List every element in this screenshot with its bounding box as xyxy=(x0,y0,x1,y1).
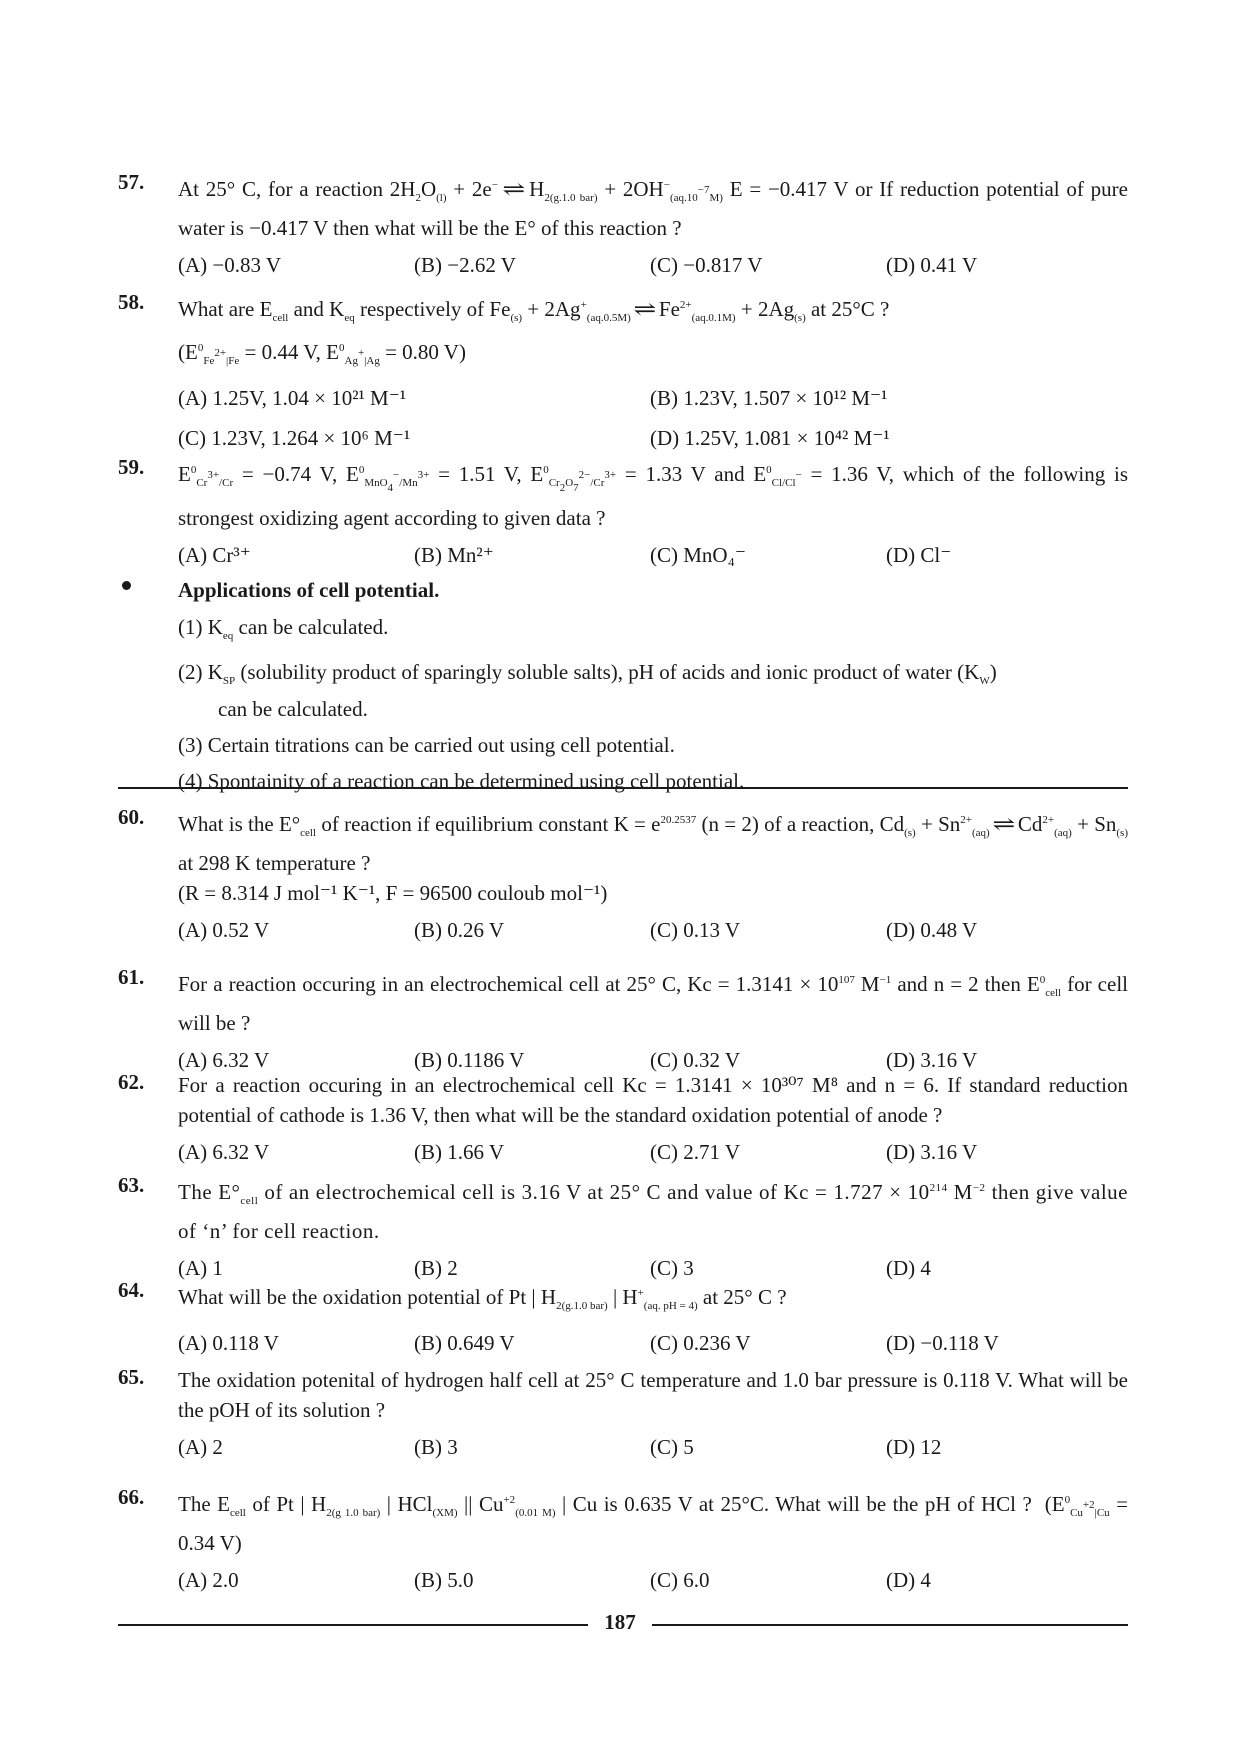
applications-section xyxy=(118,575,1128,795)
question-stem: At 25° C, for a reaction $2H_2O_{(l)} + 2e^-$ ⇌ $H_{2(g.1.0 bar)} + 2OH^-_{(aq.10^{-7}M)}$ E = −0.417 V or If reduction potential of pure water is −0.417 V then what will be the E° of this reaction ? xyxy=(178,177,1128,240)
option-c[interactable]: (C) 5 xyxy=(650,1435,694,1459)
option-a[interactable]: (A) 2.0 xyxy=(178,1568,239,1592)
question-63 xyxy=(118,1173,1128,1286)
question-stem: What will be the oxidation potential of Pt | $H_{2(g.1.0 bar)}$ | $H^+_{(aq. pH = 4)}$ at 25° C ? xyxy=(178,1285,787,1312)
option-c[interactable]: (C) 0.32 V xyxy=(650,1048,741,1072)
footer-rule-left xyxy=(118,1624,588,1626)
option-d[interactable]: (D) Cl⁻ xyxy=(886,543,952,567)
option-a[interactable]: (A) Cr³⁺ xyxy=(178,543,251,567)
options xyxy=(178,1568,1128,1598)
question-61 xyxy=(118,965,1128,1078)
option-b[interactable]: (B) 2 xyxy=(414,1256,458,1280)
option-b[interactable]: (B) 0.649 V xyxy=(414,1331,515,1355)
option-d[interactable]: (D) 0.48 V xyxy=(886,918,978,942)
option-a[interactable]: (A) 6.32 V xyxy=(178,1048,270,1072)
question-stem: What is the $E^\circ_{cell}$ of reaction if equilibrium constant $K = e^{20.2537}$ (n = 2) of a reaction, $Cd_{(s)} + Sn^{2+}_{(aq)}$ ⇌ $Cd^{2+}_{(aq)} + Sn_{(s)}$ at 298 K temperature ? (R = 8.314 J mol⁻¹ K⁻¹, F = 96500 couloub mol⁻¹) xyxy=(178,812,1128,905)
option-d[interactable]: (D) 1.25V, 1.081 × 10⁴² M⁻¹ xyxy=(650,426,890,450)
options-row-2 xyxy=(178,426,1128,456)
question-number: 57. xyxy=(118,170,145,194)
options xyxy=(178,1140,1128,1170)
question-stem: What are $E_{cell}$ and $K_{eq}$ respectively of $Fe_{(s)} + 2Ag^+_{(aq.0.5M)}$ ⇌ $Fe^{2+}_{(aq.0.1M)} + 2Ag_{(s)}$ at 25°C ? ($E^0_{Fe^{2+}|Fe} = 0.44$ V, $E^0_{Ag^+|Ag} = 0.80$ V) xyxy=(178,297,890,367)
question-number: 63. xyxy=(118,1173,145,1197)
option-c[interactable]: (C) 2.71 V xyxy=(650,1140,741,1164)
option-a[interactable]: (A) −0.83 V xyxy=(178,253,282,277)
option-d[interactable]: (D) 4 xyxy=(886,1568,931,1592)
question-64 xyxy=(118,1278,1128,1361)
application-item-2: (2) $K_{SP}$ (solubility product of sparingly soluble salts), pH of acids and ionic product of water $(K_W)$ can be calculated. xyxy=(178,660,997,721)
question-number: 66. xyxy=(118,1485,145,1509)
question-number: 61. xyxy=(118,965,145,989)
option-b[interactable]: (B) 0.1186 V xyxy=(414,1048,525,1072)
question-number: 58. xyxy=(118,290,145,314)
question-stem: The oxidation potenital of hydrogen half cell at 25° C temperature and 1.0 bar pressure is 0.118 V. What will be the pOH of its solution ? xyxy=(178,1368,1128,1422)
options-row-1 xyxy=(178,386,1128,416)
option-c[interactable]: (C) 0.236 V xyxy=(650,1331,751,1355)
question-number: 59. xyxy=(118,455,145,479)
option-d[interactable]: (D) 3.16 V xyxy=(886,1048,978,1072)
question-65 xyxy=(118,1365,1128,1465)
option-d[interactable]: (D) −0.118 V xyxy=(886,1331,999,1355)
question-stem: The $E^\circ_{cell}$ of an electrochemical cell is 3.16 V at 25° C and value of $Kc = 1.727 \times 10^{214}$ $M^{-2}$ then give value of ‘n’ for cell reaction. xyxy=(178,1180,1128,1243)
options xyxy=(178,1435,1128,1465)
option-c[interactable]: (C) 6.0 xyxy=(650,1568,710,1592)
option-c[interactable]: (C) 1.23V, 1.264 × 10⁶ M⁻¹ xyxy=(178,426,411,450)
option-c[interactable]: (C) −0.817 V xyxy=(650,253,763,277)
option-b[interactable]: (B) 1.23V, 1.507 × 10¹² M⁻¹ xyxy=(650,386,888,410)
option-c[interactable]: (C) MnO₄⁻ xyxy=(650,543,746,567)
application-item-4: (4) Spontainity of a reaction can be determined using cell potential. xyxy=(178,769,745,793)
question-59 xyxy=(118,455,1128,573)
option-b[interactable]: (B) −2.62 V xyxy=(414,253,516,277)
option-c[interactable]: (C) 3 xyxy=(650,1256,694,1280)
question-60 xyxy=(118,805,1128,948)
option-b[interactable]: (B) Mn²⁺ xyxy=(414,543,494,567)
options xyxy=(178,918,1128,948)
application-item-1: (1) $K_{eq}$ can be calculated. xyxy=(178,615,389,642)
question-66 xyxy=(118,1485,1128,1598)
application-item-3: (3) Certain titrations can be carried out using cell potential. xyxy=(178,733,675,757)
applications-title: Applications of cell potential. xyxy=(178,578,440,602)
constants-line: (R = 8.314 J mol⁻¹ K⁻¹, F = 96500 couloub mol⁻¹) xyxy=(178,881,608,905)
question-number: 65. xyxy=(118,1365,145,1389)
option-a[interactable]: (A) 1.25V, 1.04 × 10²¹ M⁻¹ xyxy=(178,386,407,410)
question-stem-line2: following is strongest oxidizing agent according to given data ? xyxy=(178,462,1129,530)
option-b[interactable]: (B) 3 xyxy=(414,1435,458,1459)
option-a[interactable]: (A) 2 xyxy=(178,1435,223,1459)
options xyxy=(178,543,1128,573)
option-d[interactable]: (D) 3.16 V xyxy=(886,1140,978,1164)
question-number: 60. xyxy=(118,805,145,829)
page-number: 187 xyxy=(604,1610,636,1634)
option-b[interactable]: (B) 1.66 V xyxy=(414,1140,505,1164)
option-a[interactable]: (A) 0.118 V xyxy=(178,1331,279,1355)
question-57 xyxy=(118,170,1128,283)
option-d[interactable]: (D) 4 xyxy=(886,1256,931,1280)
question-stem: $E^0_{Cr^{3+}/Cr} = -0.74$ V, $E^0_{MnO_4^-/Mn^{3+}} = 1.51$ V, $E^0_{Cr_2O_7^{2-}/Cr^{3+}} = 1.33$ V and $E^0_{Cl/Cl^-} = 1.36$ V, which of the following is strongest oxidizing agent according to given data ? xyxy=(178,462,1129,530)
question-stem: For a reaction occuring in an electrochemical cell Kc = 1.3141 × 10³⁰⁷ M⁸ and n = 6. If standard reduction potential of cathode is 1.36 V, then what will be the standard oxidation potential of anode ? xyxy=(178,1073,1128,1127)
option-b[interactable]: (B) 5.0 xyxy=(414,1568,474,1592)
option-d[interactable]: (D) 12 xyxy=(886,1435,942,1459)
question-62 xyxy=(118,1070,1128,1170)
question-number: 64. xyxy=(118,1278,145,1302)
option-c[interactable]: (C) 0.13 V xyxy=(650,918,741,942)
option-b[interactable]: (B) 0.26 V xyxy=(414,918,505,942)
option-a[interactable]: (A) 1 xyxy=(178,1256,223,1280)
options xyxy=(178,1331,1128,1361)
question-stem: For a reaction occuring in an electrochemical cell at 25° C, $Kc = 1.3141 \times 10^{107}$ $M^{-1}$ and n = 2 then $E^0_{cell}$ for cell will be ? xyxy=(178,972,1128,1035)
options xyxy=(178,253,1128,283)
question-number: 62. xyxy=(118,1070,145,1094)
question-58 xyxy=(118,290,1128,456)
bullet-icon xyxy=(122,581,131,590)
section-divider xyxy=(118,787,1128,789)
question-stem: The $E_{cell}$ of Pt | $H_{2(g 1.0 bar)}$ | HCl$_{(XM)}$ || $Cu^{+2}_{(0.01 M)}$ | Cu is 0.635 V at 25°C. What will be the pH of HCl ? ($E^0_{Cu^{+2}|Cu} = 0.34$ V) xyxy=(178,1492,1129,1555)
option-a[interactable]: (A) 0.52 V xyxy=(178,918,270,942)
option-a[interactable]: (A) 6.32 V xyxy=(178,1140,270,1164)
option-d[interactable]: (D) 0.41 V xyxy=(886,253,978,277)
footer-rule-right xyxy=(652,1624,1128,1626)
